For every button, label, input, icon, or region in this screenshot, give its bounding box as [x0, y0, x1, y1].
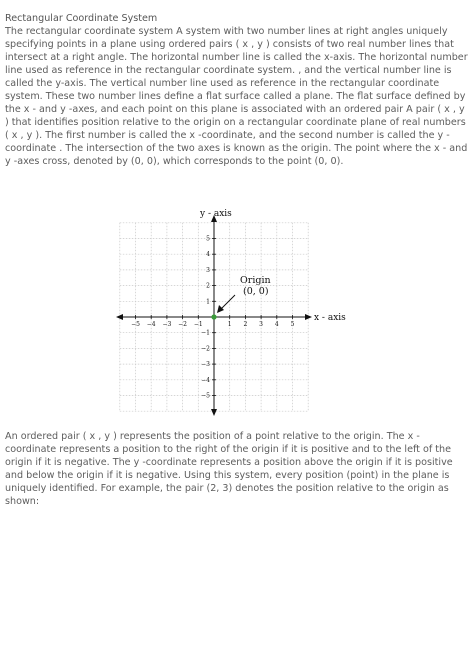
x-tick-label: −4	[146, 321, 156, 328]
y-tick-label: −5	[201, 392, 210, 400]
ordered-pair-paragraph: An ordered pair ( x , y ) represents the position of a point relative to the origin. The x -coordinate represents a position to the right of the origin if it is positive and to the left of the origin if it is negative. The y -coordinate represents a position above the origin if it is positive and below the origin if it is negative. Using this system, every position (point) in the plane is uniquely identified. For example, the pair (2, 3) denotes the position relative to the origin as shown:	[5, 431, 453, 508]
y-tick-label: 4	[206, 251, 210, 259]
x-tick-label: 1	[227, 321, 232, 328]
x-tick-label: 3	[259, 321, 264, 328]
y-axis-label: y - axis	[200, 209, 232, 219]
coordinate-plane-svg	[116, 203, 348, 417]
coordinate-plane-figure	[116, 203, 348, 417]
x-tick-label: 4	[274, 321, 279, 328]
y-tick-label: 2	[206, 282, 210, 290]
y-tick-label: −4	[201, 376, 210, 384]
x-tick-label: 2	[243, 321, 248, 328]
x-tick-label: −1	[193, 321, 203, 328]
x-tick-label: −2	[178, 321, 188, 328]
origin-label: Origin	[240, 275, 271, 286]
y-tick-label: −1	[201, 329, 210, 337]
x-tick-label: −5	[131, 321, 140, 328]
y-tick-label: −2	[201, 345, 210, 353]
y-tick-label: 1	[206, 298, 210, 306]
y-tick-label: 5	[206, 235, 210, 243]
section-heading: Rectangular Coordinate System	[5, 13, 158, 24]
origin-pointer-arrowhead-icon	[217, 305, 224, 313]
x-axis-label: x - axis	[314, 313, 346, 323]
y-tick-label: −3	[201, 361, 210, 369]
y-tick-label: 3	[206, 266, 210, 274]
origin-coordinates-label: (0, 0)	[243, 286, 269, 297]
origin-point	[211, 314, 216, 319]
x-tick-label: 5	[290, 321, 295, 328]
intro-paragraph: The rectangular coordinate system A system with two number lines at right angles uniquely specifying points in a plane using ordered pairs ( x , y ) consists of two real number lines that intersect at a right angle. The horizontal number line is called the x-axis. The horizontal number line used as reference in the rectangular coordinate system. , and the vertical number line is called the y-axis. The vertical number line used as reference in the rectangular coordinate system. These two number lines define a flat surface called a plane. The flat surface defined by the x - and y -axes, and each point on this plane is associated with an ordered pair A pair ( x , y ) that identifies position relative to the origin on a rectangular coordinate plane of real numbers ( x , y ). The first number is called the x -coordinate, and the second number is called the y -coordinate . The intersection of the two axes is known as the origin. The point where the x - and y -axes cross, denoted by (0, 0), which corresponds to the point (0, 0).	[5, 26, 468, 168]
x-tick-label: −3	[162, 321, 172, 328]
origin-pointer-arrow	[220, 295, 235, 310]
y-axis-arrow-down-icon	[211, 409, 217, 416]
